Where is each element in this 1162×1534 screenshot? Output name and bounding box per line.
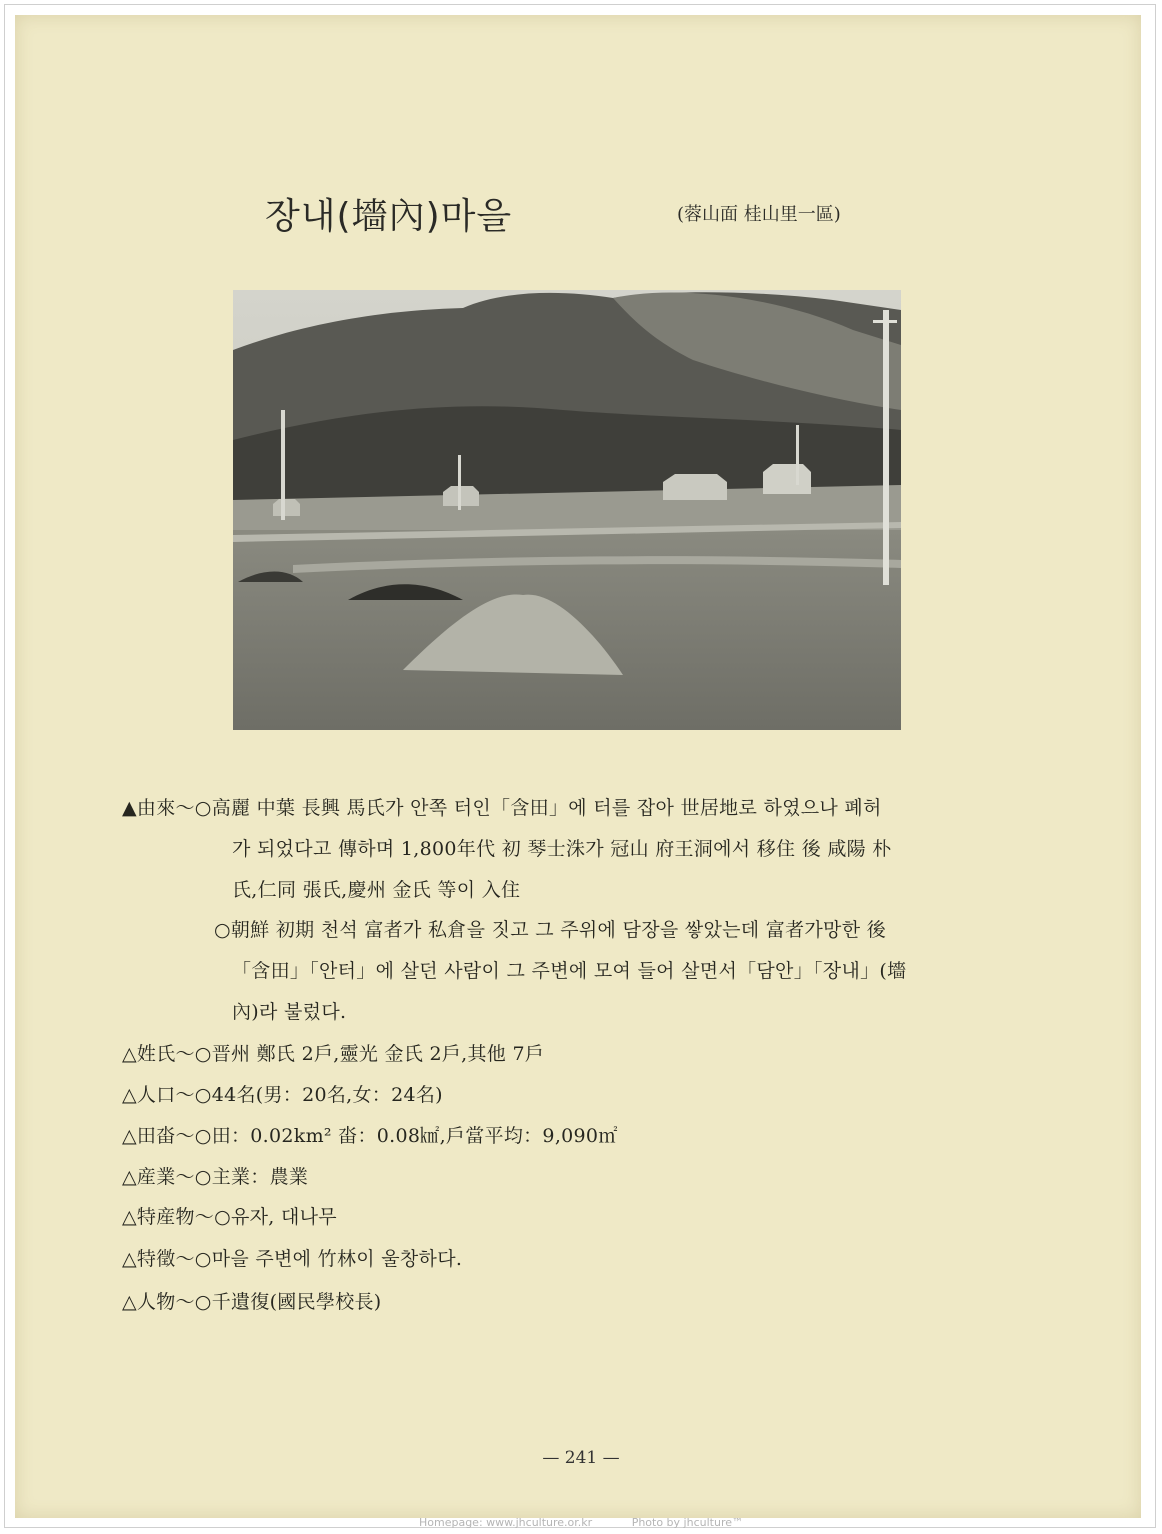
footer [0,1516,1162,1529]
specialty-products-line: △特産物～○유자, 대나무 [122,1206,337,1228]
origin-line-4: ○朝鮮 初期 천석 富者가 私倉을 짓고 그 주위에 담장을 쌓았는데 富者가망한 後 [214,919,886,941]
village-photo [233,290,901,730]
origin-line-1: ▲由來～○高麗 中葉 長興 馬氏가 안쪽 터인「含田」에 터를 잡아 世居地로 하였으나 폐허 [122,797,882,819]
village-photo-image [233,290,901,730]
farmland-line: △田畓～○田：0.02km² 畓：0.08㎢,戶當平均：9,090㎡ [122,1125,618,1147]
origin-line-2: 가 되었다고 傳하며 1,800年代 初 琴士洙가 冠山 府王洞에서 移住 後 咸陽 朴 [232,838,892,860]
industry-line: △産業～○主業：農業 [122,1166,309,1188]
origin-line-3: 氏,仁同 張氏,慶州 金氏 等이 入住 [232,879,521,901]
footer-photo-credit: Photo by jhculture™ [631,1516,743,1529]
page-number: — 241 — [542,1448,620,1468]
origin-line-6: 內)라 불렀다. [232,1001,347,1023]
location-subtitle: (蓉山面 桂山里一區) [677,204,841,225]
surnames-line: △姓氏～○晋州 鄭氏 2戶,靈光 金氏 2戶,其他 7戶 [122,1043,545,1065]
origin-line-5: 「含田」「안터」에 살던 사람이 그 주변에 모여 들어 살면서「담안」「장내」(墻 [232,960,907,982]
footer-homepage: Homepage: www.jhculture.or.kr [418,1516,593,1529]
population-line: △人口～○44名(男：20名,女：24名) [122,1084,443,1106]
features-line: △特徵～○마을 주변에 竹林이 울창하다. [122,1248,463,1270]
notable-people-line: △人物～○千遺復(國民學校長) [122,1291,382,1313]
page-title: 장내(墻內)마을 [265,196,513,237]
